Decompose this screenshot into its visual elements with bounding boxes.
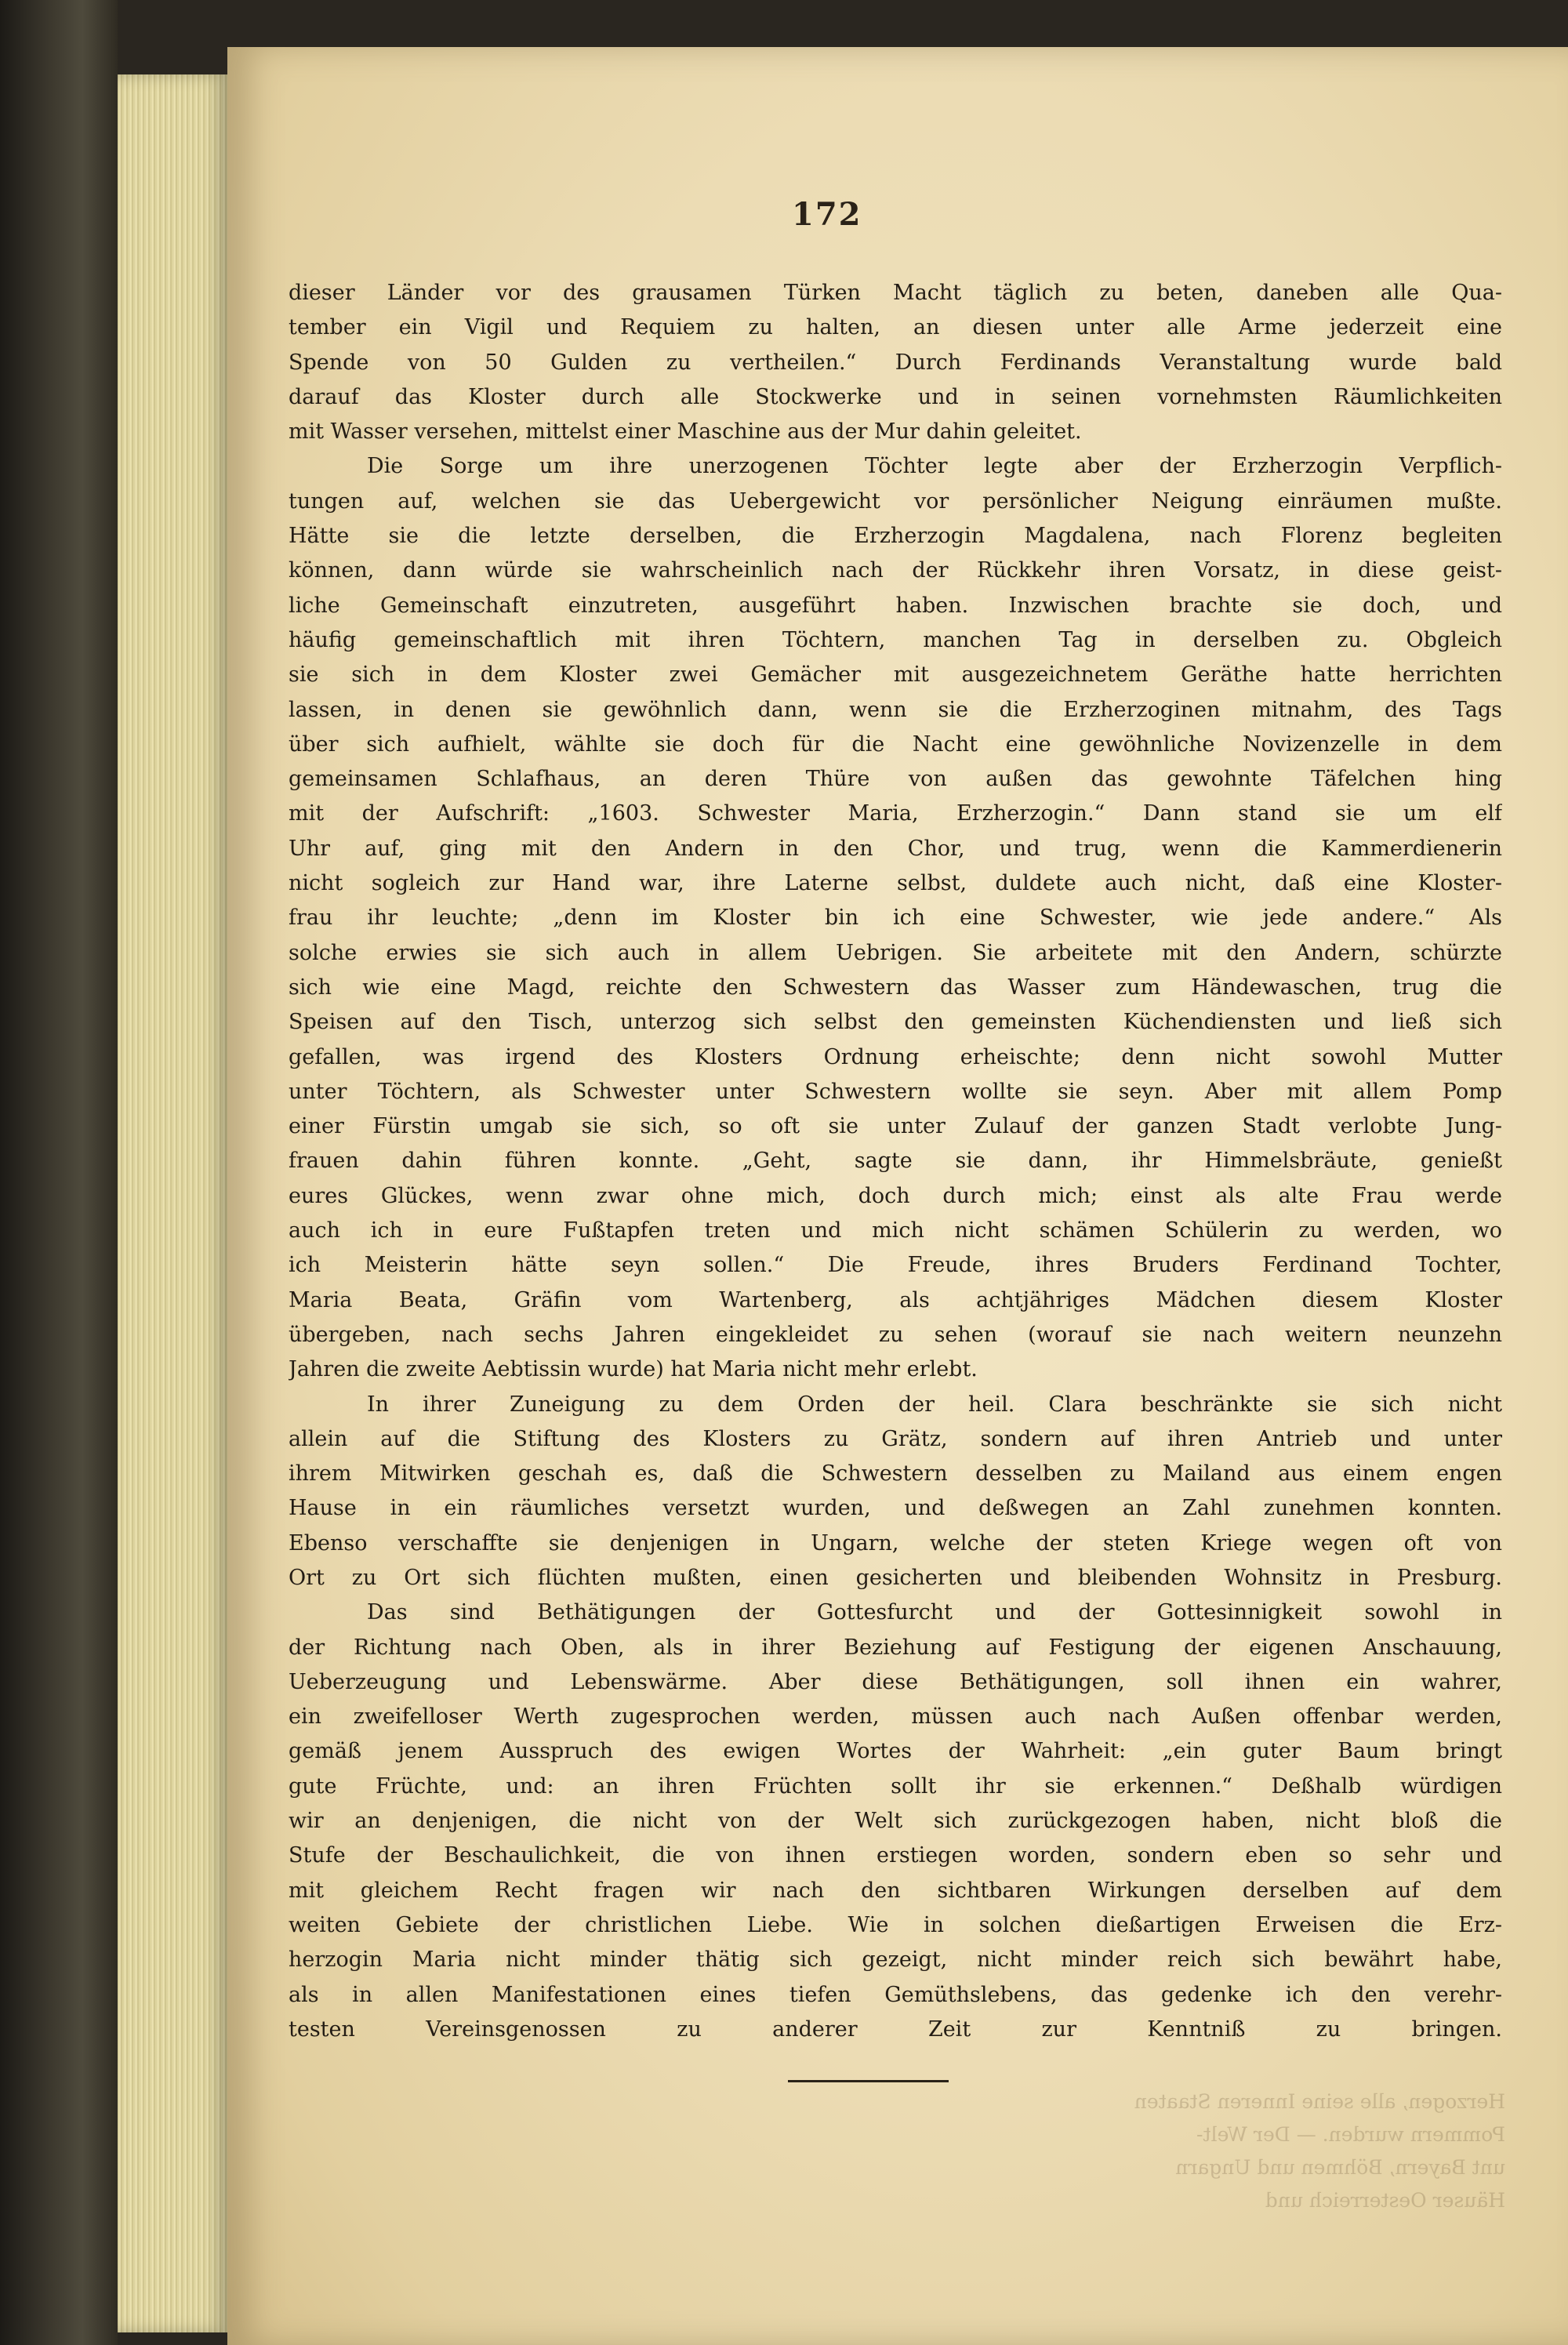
text-line: Jahren die zweite Aebtissin wurde) hat Maria nicht mehr erlebt. xyxy=(289,1357,978,1382)
text-line: Das sind Bethätigungen der Gottesfurcht und der Gottesinnigkeit sowohl in xyxy=(367,1600,1502,1625)
text-line: eures Glückes, wenn zwar ohne mich, doch durch mich; einst als alte Frau werde xyxy=(289,1183,1502,1208)
text-line: frau ihr leuchte; „denn im Kloster bin ich eine Schwester, wie jede andere.“ Als xyxy=(289,906,1502,931)
text-line: übergeben, nach sechs Jahren eingekleidet zu sehen (worauf sie nach weitern neunzehn xyxy=(289,1322,1502,1347)
text-line: tungen auf, welchen sie das Uebergewicht vor persönlicher Neigung einräumen mußte. xyxy=(289,488,1502,514)
text-line: liche Gemeinschaft einzutreten, ausgeführt haben. Inzwischen brachte sie doch, und xyxy=(289,593,1502,618)
text-line: ein zweifelloser Werth zugesprochen werden, müssen auch nach Außen offenbar werden, xyxy=(289,1704,1502,1730)
text-line: frauen dahin führen konnte. „Geht, sagte sie dann, ihr Himmelsbräute, genießt xyxy=(289,1149,1502,1174)
text-line: tember ein Vigil und Requiem zu halten, an diesen unter alle Arme jederzeit eine xyxy=(289,315,1502,340)
bleed-through-text xyxy=(1019,2085,1505,2217)
text-line: über sich aufhielt, wählte sie doch für die Nacht eine gewöhnliche Novizenzelle in dem xyxy=(289,731,1502,757)
bleed-through-line: Häuser Oesterreich und xyxy=(1265,2189,1505,2212)
text-line: mit gleichem Recht fragen wir nach den sichtbaren Wirkungen derselben auf dem xyxy=(289,1878,1502,1903)
text-line: wir an denjenigen, die nicht von der Welt sich zurückgezogen haben, nicht bloß die xyxy=(289,1809,1502,1834)
body-text xyxy=(289,276,1502,2047)
text-line: mit der Aufschrift: „1603. Schwester Maria, Erzherzogin.“ Dann stand sie um elf xyxy=(289,801,1502,826)
text-line: Ebenso verschaffte sie denjenigen in Ungarn, welche der steten Kriege wegen oft von xyxy=(289,1530,1502,1555)
text-line: gemäß jenem Ausspruch des ewigen Wortes der Wahrheit: „ein guter Baum bringt xyxy=(289,1739,1502,1764)
text-line: In ihrer Zuneigung zu dem Orden der heil. Clara beschränkte sie sich nicht xyxy=(367,1392,1502,1417)
page-stack-edges xyxy=(118,74,227,2332)
text-line: unter Töchtern, als Schwester unter Schwestern wollte sie seyn. Aber mit allem Pomp xyxy=(289,1079,1502,1104)
text-line: ich Meisterin hätte seyn sollen.“ Die Freude, ihres Bruders Ferdinand Tochter, xyxy=(289,1253,1502,1278)
text-line: Spende von 50 Gulden zu vertheilen.“ Durch Ferdinands Veranstaltung wurde bald xyxy=(289,350,1502,375)
text-line: darauf das Kloster durch alle Stockwerke und in seinen vornehmsten Räumlichkeiten xyxy=(289,384,1502,409)
text-line: sich wie eine Magd, reichte den Schwestern das Wasser zum Händewaschen, trug die xyxy=(289,975,1502,1000)
text-line: Ueberzeugung und Lebenswärme. Aber diese Bethätigungen, soll ihnen ein wahrer, xyxy=(289,1669,1502,1694)
text-line: nicht sogleich zur Hand war, ihre Laterne selbst, duldete auch nicht, daß eine Kloster- xyxy=(289,871,1502,896)
text-line: solche erwies sie sich auch in allem Uebrigen. Sie arbeitete mit den Andern, schürzte xyxy=(289,940,1502,965)
bleed-through-line: Pommern wurden. — Der Welt- xyxy=(1196,2123,1505,2146)
text-line: können, dann würde sie wahrscheinlich nach der Rückkehr ihren Vorsatz, in diese geist- xyxy=(289,558,1502,583)
text-line: einer Fürstin umgab sie sich, so oft sie unter Zulauf der ganzen Stadt verlobte Jung- xyxy=(289,1114,1502,1139)
text-line: Maria Beata, Gräfin vom Wartenberg, als achtjähriges Mädchen diesem Kloster xyxy=(289,1287,1502,1312)
text-line: Die Sorge um ihre unerzogenen Töchter legte aber der Erzherzogin Verpflich- xyxy=(367,454,1502,479)
text-line: lassen, in denen sie gewöhnlich dann, wenn sie die Erzherzoginen mitnahm, des Tags xyxy=(289,697,1502,722)
text-line: testen Vereinsgenossen zu anderer Zeit zur Kenntniß zu bringen. xyxy=(289,2016,1502,2042)
text-line: Ort zu Ort sich flüchten mußten, einen gesicherten und bleibenden Wohnsitz in Presburg. xyxy=(289,1565,1502,1590)
text-line: Hätte sie die letzte derselben, die Erzherzogin Magdalena, nach Florenz begleiten xyxy=(289,524,1502,549)
text-line: allein auf die Stiftung des Klosters zu Grätz, sondern auf ihren Antrieb und unter xyxy=(289,1426,1502,1451)
text-line: Speisen auf den Tisch, unterzog sich selbst den gemeinsten Küchendiensten und ließ sich xyxy=(289,1010,1502,1035)
text-line: herzogin Maria nicht minder thätig sich gezeigt, nicht minder reich sich bewährt habe, xyxy=(289,1948,1502,1973)
text-line: gemeinsamen Schlafhaus, an deren Thüre von außen das gewohnte Täfelchen hing xyxy=(289,767,1502,792)
text-line: der Richtung nach Oben, als in ihrer Beziehung auf Festigung der eigenen Anschauung, xyxy=(289,1635,1502,1660)
section-rule xyxy=(788,2080,949,2082)
text-line: mit Wasser versehen, mittelst einer Maschine aus der Mur dahin geleitet. xyxy=(289,419,1082,445)
book-cover-edge xyxy=(0,0,118,2345)
bleed-through-line: Herzogen, alle seine Inneren Staaten xyxy=(1134,2090,1505,2113)
text-line: gute Früchte, und: an ihren Früchten sollt ihr sie erkennen.“ Deßhalb würdigen xyxy=(289,1773,1502,1799)
page-number: 172 xyxy=(792,196,862,233)
text-line: gefallen, was irgend des Klosters Ordnung erheischte; denn nicht sowohl Mutter xyxy=(289,1044,1502,1069)
text-line: auch ich in eure Fußtapfen treten und mich nicht schämen Schülerin zu werden, wo xyxy=(289,1218,1502,1243)
text-line: häufig gemeinschaftlich mit ihren Töchtern, manchen Tag in derselben zu. Obgleich xyxy=(289,627,1502,652)
bleed-through-line: unt Bayern, Böhmen und Ungarn xyxy=(1175,2156,1505,2179)
text-line: Hause in ein räumliches versetzt wurden, und deßwegen an Zahl zunehmen konnten. xyxy=(289,1496,1502,1521)
text-line: ihrem Mitwirken geschah es, daß die Schwestern desselben zu Mailand aus einem engen xyxy=(289,1461,1502,1486)
text-line: dieser Länder vor des grausamen Türken Macht täglich zu beten, daneben alle Qua- xyxy=(289,281,1502,305)
text-line: sie sich in dem Kloster zwei Gemächer mit ausgezeichnetem Geräthe hatte herrichten xyxy=(289,662,1502,688)
text-line: als in allen Manifestationen eines tiefen Gemüthslebens, das gedenke ich den verehr- xyxy=(289,1982,1502,2007)
text-line: Uhr auf, ging mit den Andern in den Chor, und trug, wenn die Kammerdienerin xyxy=(289,836,1502,861)
text-line: Stufe der Beschaulichkeit, die von ihnen erstiegen worden, sondern eben so sehr und xyxy=(289,1843,1502,1868)
text-line: weiten Gebiete der christlichen Liebe. Wie in solchen dießartigen Erweisen die Erz- xyxy=(289,1912,1502,1937)
